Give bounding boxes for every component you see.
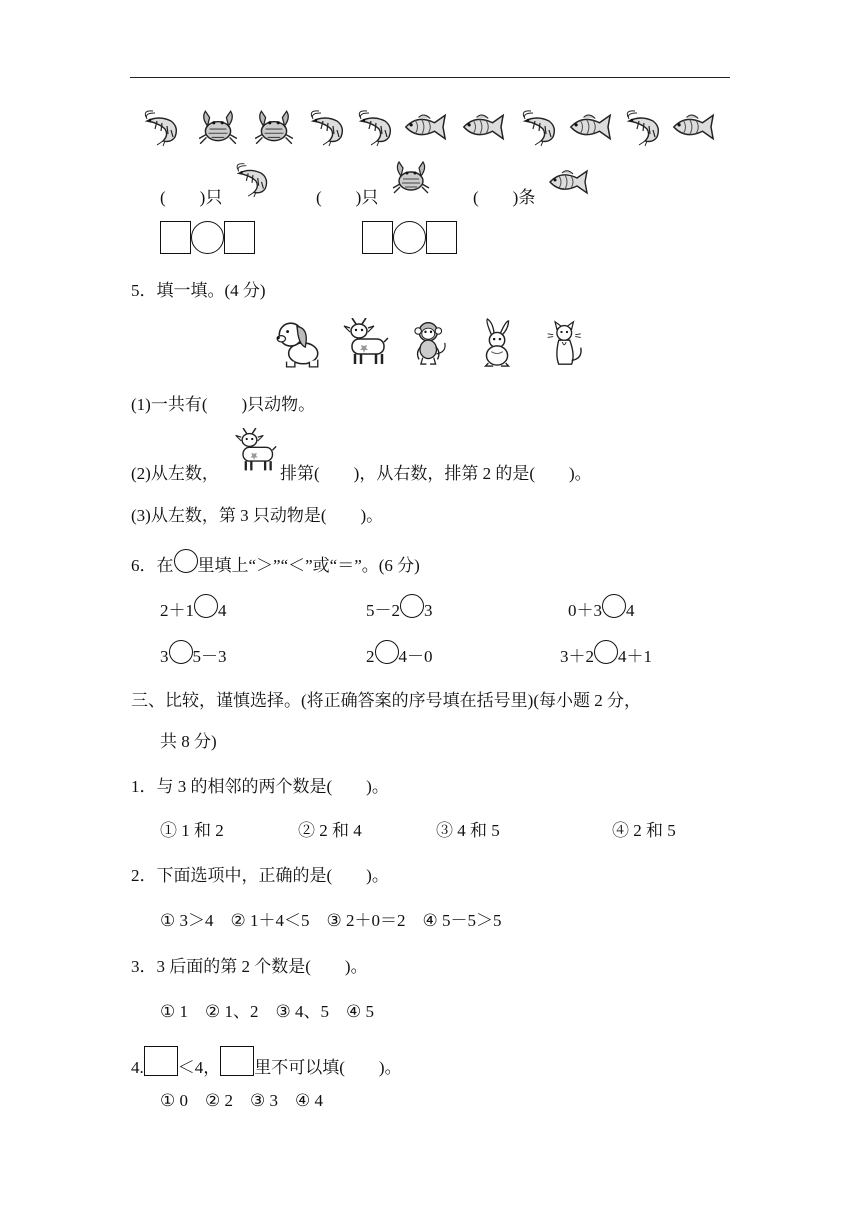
circle-symbol-icon <box>174 549 198 573</box>
question-6-title <box>131 549 420 576</box>
shrimp-icon <box>354 107 396 147</box>
shrimp-icon <box>622 107 664 147</box>
shrimp-icon <box>232 160 272 198</box>
choice-question-1-options <box>160 816 676 841</box>
question-5-part-1: (1)一共有( )只动物。 <box>131 395 316 414</box>
answer-circle[interactable] <box>169 640 193 664</box>
compare-item <box>568 594 635 621</box>
compare-item <box>366 640 433 667</box>
cat-icon <box>544 318 590 368</box>
expr-left: 3 <box>160 647 169 666</box>
compare-item <box>560 640 652 667</box>
question-6-title-prefix: 6．在 <box>131 556 174 575</box>
question-6-title-suffix: 里填上“＞”“＜”或“＝”。(6 分) <box>197 556 420 575</box>
compare-box-group-1 <box>160 221 255 254</box>
fish-icon <box>546 166 592 198</box>
answer-circle[interactable] <box>602 594 626 618</box>
expr-left: 2＋1 <box>160 601 194 620</box>
count-fish-text: ( )条 <box>473 188 536 207</box>
compare-circle[interactable] <box>393 221 426 254</box>
count-crab-text: ( )只 <box>316 188 379 207</box>
expr-left: 3＋2 <box>560 647 594 666</box>
question-4-end: 里不可以填( )。 <box>254 1058 402 1077</box>
expr-left: 2 <box>366 647 375 666</box>
choice-question-4 <box>131 1046 402 1078</box>
answer-circle[interactable] <box>194 594 218 618</box>
section-3-title-line-1: 三、比较，谨慎选择。(将正确答案的序号填在括号里)(每小题 2 分， <box>131 691 641 710</box>
answer-circle[interactable] <box>375 640 399 664</box>
answer-circle[interactable] <box>400 594 424 618</box>
shrimp-icon <box>518 107 560 147</box>
rabbit-icon <box>474 318 522 368</box>
expr-right: 4 <box>626 601 635 620</box>
choice-question-3: 3．3 后面的第 2 个数是( )。 <box>131 957 368 976</box>
expr-right: 4＋1 <box>618 647 652 666</box>
question-5-part-2-suffix: 排第( )，从右数，排第 2 的是( )。 <box>280 464 592 483</box>
choice-question-2: 2．下面选项中，正确的是( )。 <box>131 866 389 885</box>
compare-box-group-2 <box>362 221 457 254</box>
shrimp-icon <box>140 107 182 147</box>
top-rule <box>130 77 730 78</box>
compare-item <box>160 594 227 621</box>
question-5-part-3: (3)从左数，第 3 只动物是( )。 <box>131 506 384 525</box>
choice-question-3-options: ① 1 ② 1、2 ③ 4、5 ④ 5 <box>160 1002 374 1021</box>
dog-icon <box>272 318 324 370</box>
fish-icon <box>402 110 450 144</box>
expr-right: 4－0 <box>398 647 433 666</box>
option-4[interactable]: ④ 2 和 5 <box>612 821 676 840</box>
crab-icon <box>390 158 432 198</box>
goat-icon <box>340 318 390 368</box>
choice-question-1: 1．与 3 的相邻的两个数是( )。 <box>131 777 389 796</box>
answer-box[interactable] <box>160 221 191 254</box>
choice-question-2-options: ① 3＞4 ② 1＋4＜5 ③ 2＋0＝2 ④ 5－5＞5 <box>160 911 502 930</box>
shrimp-icon <box>306 107 348 147</box>
fish-icon <box>567 110 615 144</box>
answer-circle[interactable] <box>594 640 618 664</box>
section-3-title-line-2: 共 8 分) <box>160 732 217 751</box>
blank-box <box>220 1046 254 1076</box>
fish-icon <box>460 110 508 144</box>
expr-left: 5－2 <box>366 601 400 620</box>
choice-question-4-options: ① 0 ② 2 ③ 3 ④ 4 <box>160 1091 323 1110</box>
fish-icon <box>670 110 718 144</box>
compare-item <box>366 594 433 621</box>
monkey-icon <box>408 316 454 368</box>
expr-left: 0＋3 <box>568 601 602 620</box>
question-5-title: 5．填一填。(4 分) <box>131 281 266 300</box>
blank-box <box>144 1046 178 1076</box>
compare-item <box>160 640 227 667</box>
count-shrimp-text: ( )只 <box>160 188 223 207</box>
compare-circle[interactable] <box>191 221 224 254</box>
crab-icon <box>252 107 296 149</box>
expr-right: 5－3 <box>192 647 227 666</box>
option-1[interactable]: ① 1 和 2 <box>160 821 224 840</box>
option-2[interactable]: ② 2 和 4 <box>298 821 362 840</box>
question-4-mid: ＜4， <box>177 1058 221 1077</box>
question-4-number: 4. <box>131 1058 144 1077</box>
answer-box[interactable] <box>426 221 457 254</box>
answer-box[interactable] <box>362 221 393 254</box>
answer-box[interactable] <box>224 221 255 254</box>
crab-icon <box>196 107 240 149</box>
expr-right: 3 <box>424 601 433 620</box>
question-5-part-2-prefix: (2)从左数， <box>131 464 219 483</box>
goat-icon <box>232 428 278 474</box>
option-3[interactable]: ③ 4 和 5 <box>436 821 500 840</box>
expr-right: 4 <box>218 601 227 620</box>
